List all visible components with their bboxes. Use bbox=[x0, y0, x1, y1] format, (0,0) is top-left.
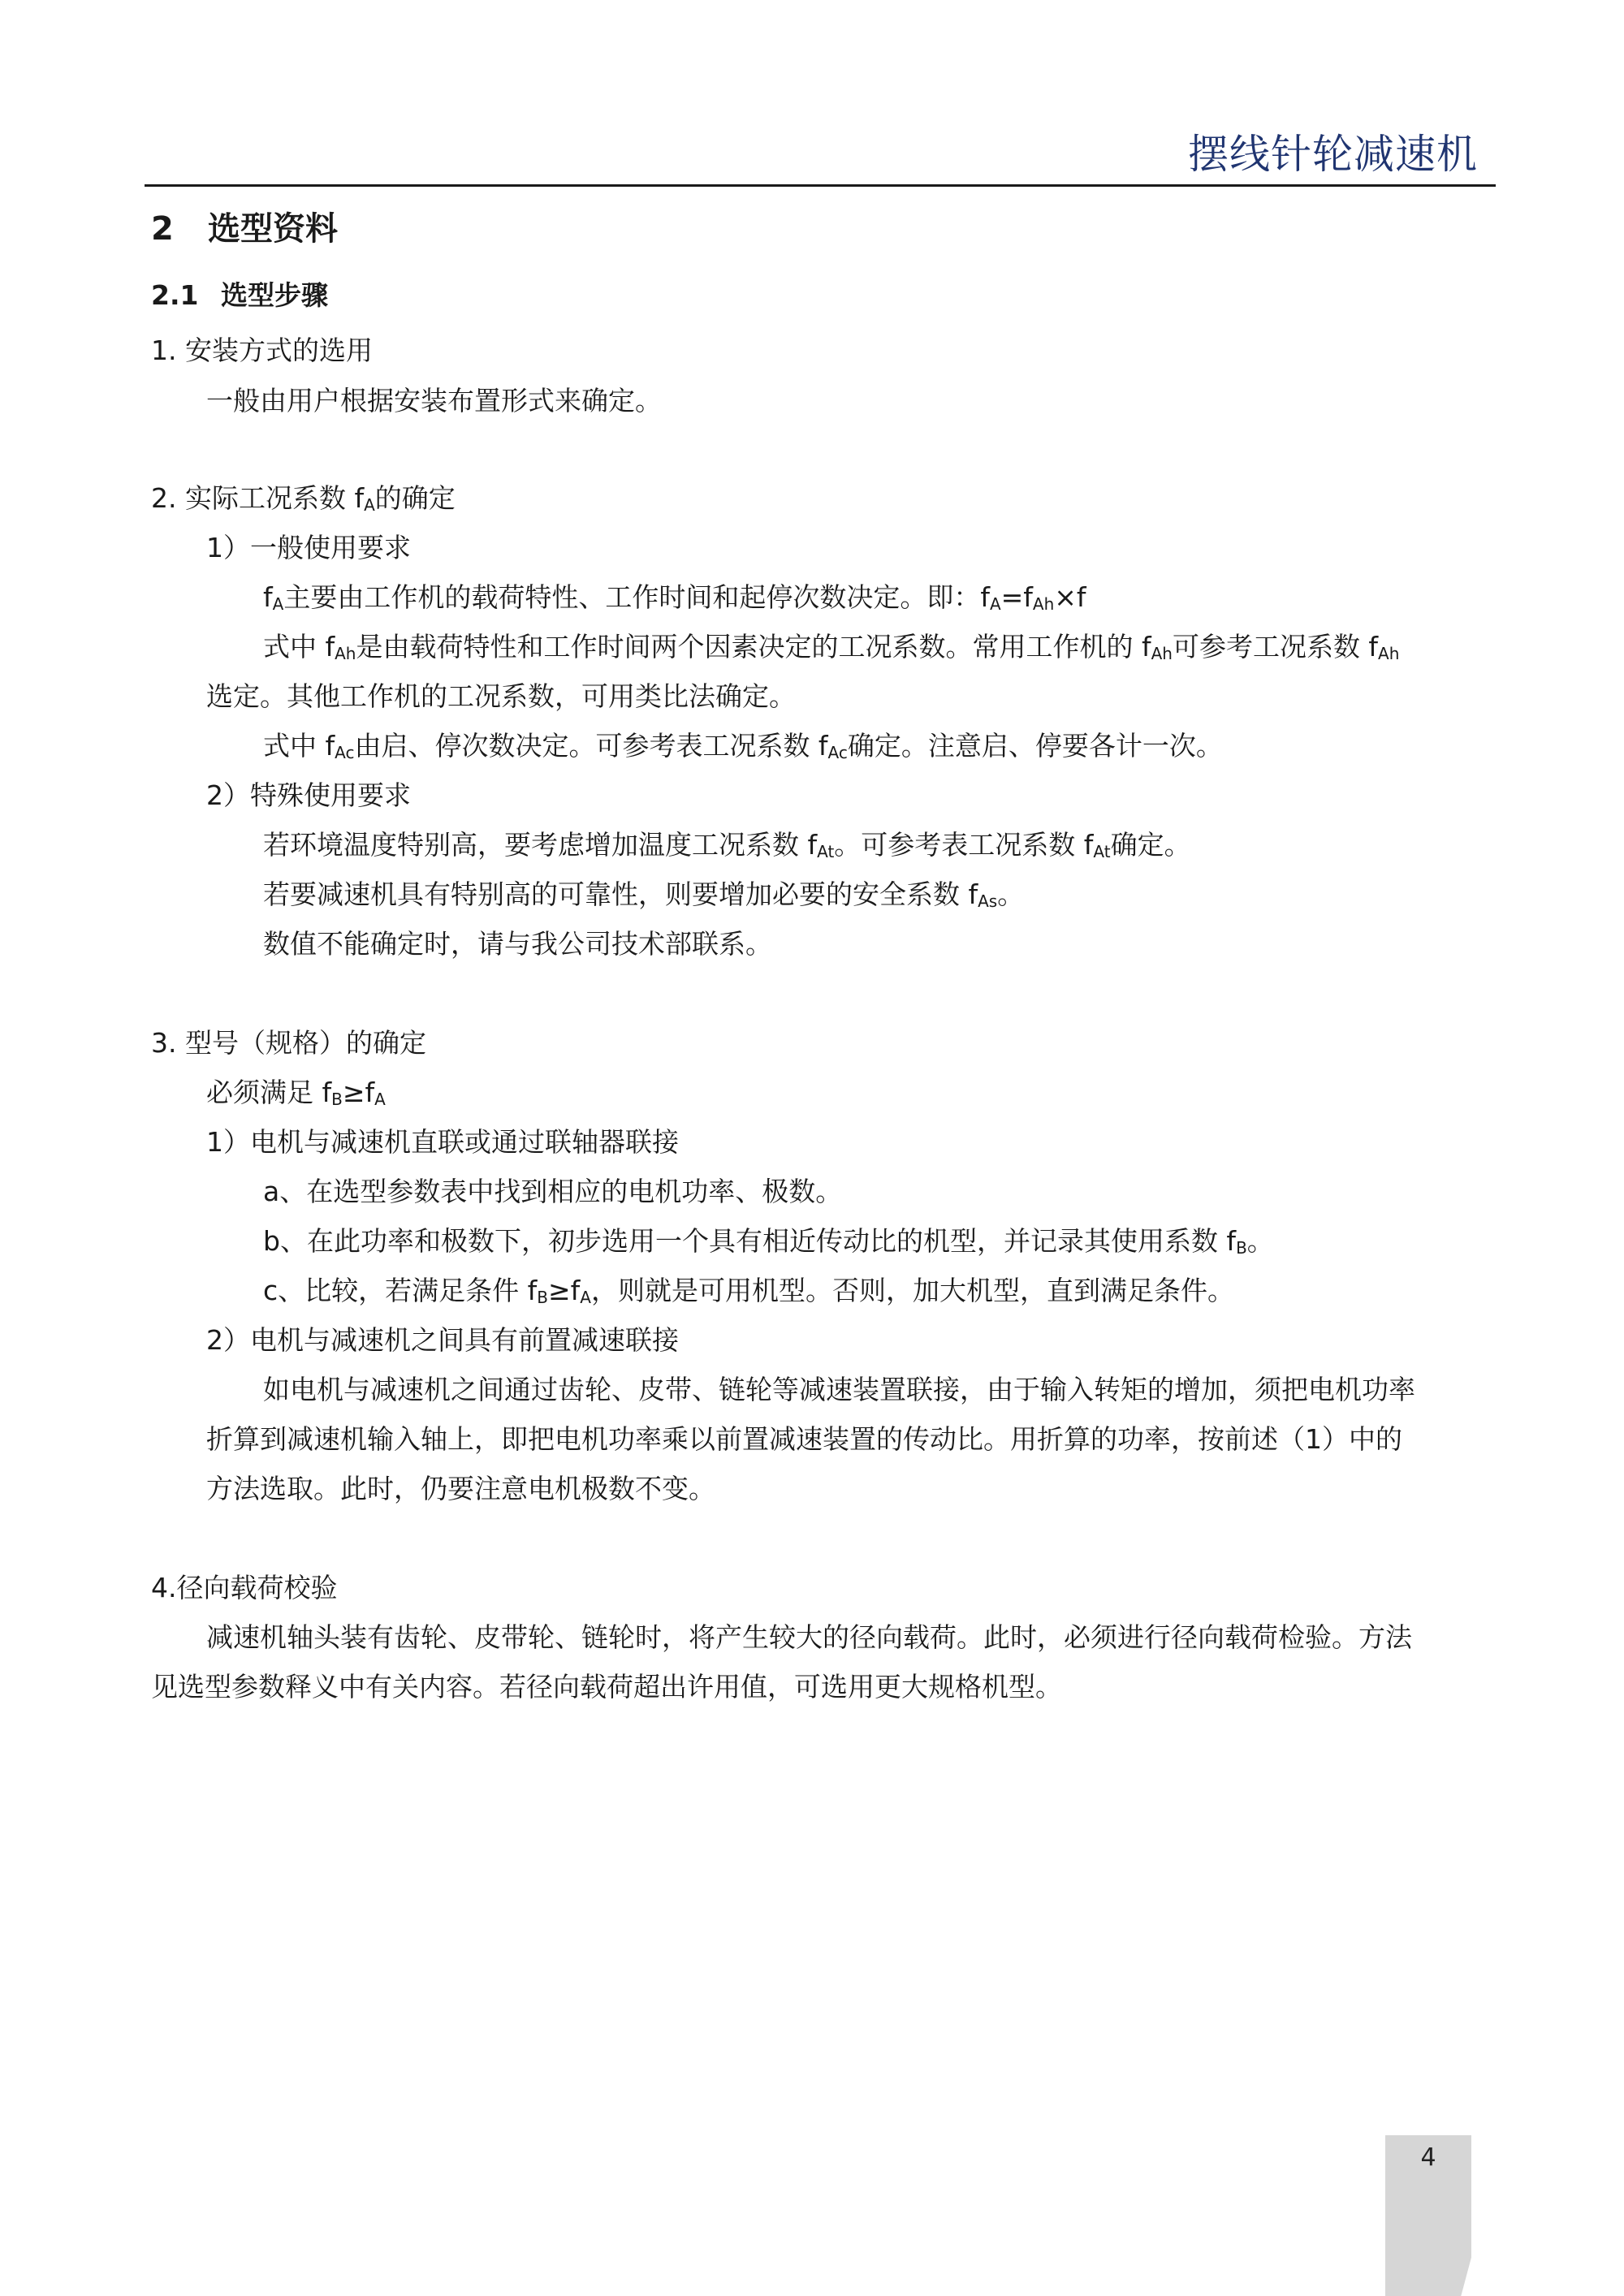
item-2-para-3: 式中 $f_{Ac}$由启、停次数决定。可参考表工况系数 $f_{Ac}$确定。注意启、停要各计一次。 bbox=[263, 730, 1223, 762]
item-3-step-b: b、在此功率和极数下，初步选用一个具有相近传动比的机型，并记录其使用系数 $f_B$。 bbox=[263, 1225, 1274, 1258]
section-heading bbox=[151, 203, 338, 249]
item-1-body: 一般由用户根据安装布置形式来确定。 bbox=[206, 385, 662, 416]
item-4-para-2: 见选型参数释义中有关内容。若径向载荷超出许用值，可选用更大规格机型。 bbox=[151, 1671, 1062, 1703]
item-2-para-2: 式中 $f_{Ah}$是由载荷特性和工作时间两个因素决定的工况系数。常用工作机的 $f_{Ah}$可参考工况系数 $f_{Ah}$ bbox=[263, 631, 1400, 663]
section-title: 选型资料 bbox=[208, 210, 338, 248]
item-3-step-c: c、比较，若满足条件 $f_B\ge f_A$，则就是可用机型。否则，加大机型，直到满足条件。 bbox=[263, 1275, 1234, 1307]
item-3-condition: 必须满足 $f_B\ge f_A$ bbox=[206, 1077, 386, 1109]
item-3-sub-2: 2）电机与减速机之间具有前置减速联接 bbox=[206, 1324, 679, 1356]
item-2-para-1: $f_A$主要由工作机的载荷特性、工作时间和起停次数决定。即：$f_A=f_{Ah}\times f$ bbox=[263, 581, 1086, 614]
item-2-para-6: 数值不能确定时，请与我公司技术部联系。 bbox=[263, 928, 772, 960]
header-rule bbox=[145, 184, 1496, 187]
item-3-title: 3. 型号（规格）的确定 bbox=[151, 1027, 426, 1059]
section-number: 2 bbox=[151, 210, 174, 248]
item-2-para-2-cont: 选定。其他工作机的工况系数，可用类比法确定。 bbox=[206, 680, 796, 712]
page-number: 4 bbox=[1420, 2143, 1436, 2172]
item-2-para-4: 若环境温度特别高，要考虑增加温度工况系数 $f_{At}$。可参考表工况系数 $f_{At}$确定。 bbox=[263, 829, 1191, 861]
item-2-para-5: 若要减速机具有特别高的可靠性，则要增加必要的安全系数 $f_{As}$。 bbox=[263, 878, 1025, 911]
item-4-title: 4.径向载荷校验 bbox=[151, 1572, 338, 1603]
item-2-title: 2. 实际工况系数 $f_A$的确定 bbox=[151, 482, 456, 515]
subsection-heading bbox=[151, 274, 328, 313]
item-3-step-a: a、在选型参数表中找到相应的电机功率、极数。 bbox=[263, 1176, 843, 1207]
item-3-para-1: 如电机与减速机之间通过齿轮、皮带、链轮等减速装置联接，由于输入转矩的增加，须把电机功率 bbox=[263, 1374, 1415, 1405]
item-4-para-1: 减速机轴头装有齿轮、皮带轮、链轮时，将产生较大的径向载荷。此时，必须进行径向载荷检验。方法 bbox=[206, 1621, 1412, 1653]
item-3-para-3: 方法选取。此时，仍要注意电机极数不变。 bbox=[206, 1473, 715, 1504]
subsection-number: 2.1 bbox=[151, 279, 199, 311]
item-1-title: 1. 安装方式的选用 bbox=[151, 334, 373, 366]
item-3-sub-1: 1）电机与减速机直联或通过联轴器联接 bbox=[206, 1126, 679, 1158]
item-2-sub-1: 1）一般使用要求 bbox=[206, 532, 411, 563]
subsection-title: 选型步骤 bbox=[221, 279, 328, 311]
header-title: 摆线针轮减速机 bbox=[1188, 131, 1478, 178]
item-2-sub-2: 2）特殊使用要求 bbox=[206, 779, 411, 811]
item-3-para-2: 折算到减速机输入轴上，即把电机功率乘以前置减速装置的传动比。用折算的功率，按前述（1）中的 bbox=[206, 1423, 1402, 1455]
